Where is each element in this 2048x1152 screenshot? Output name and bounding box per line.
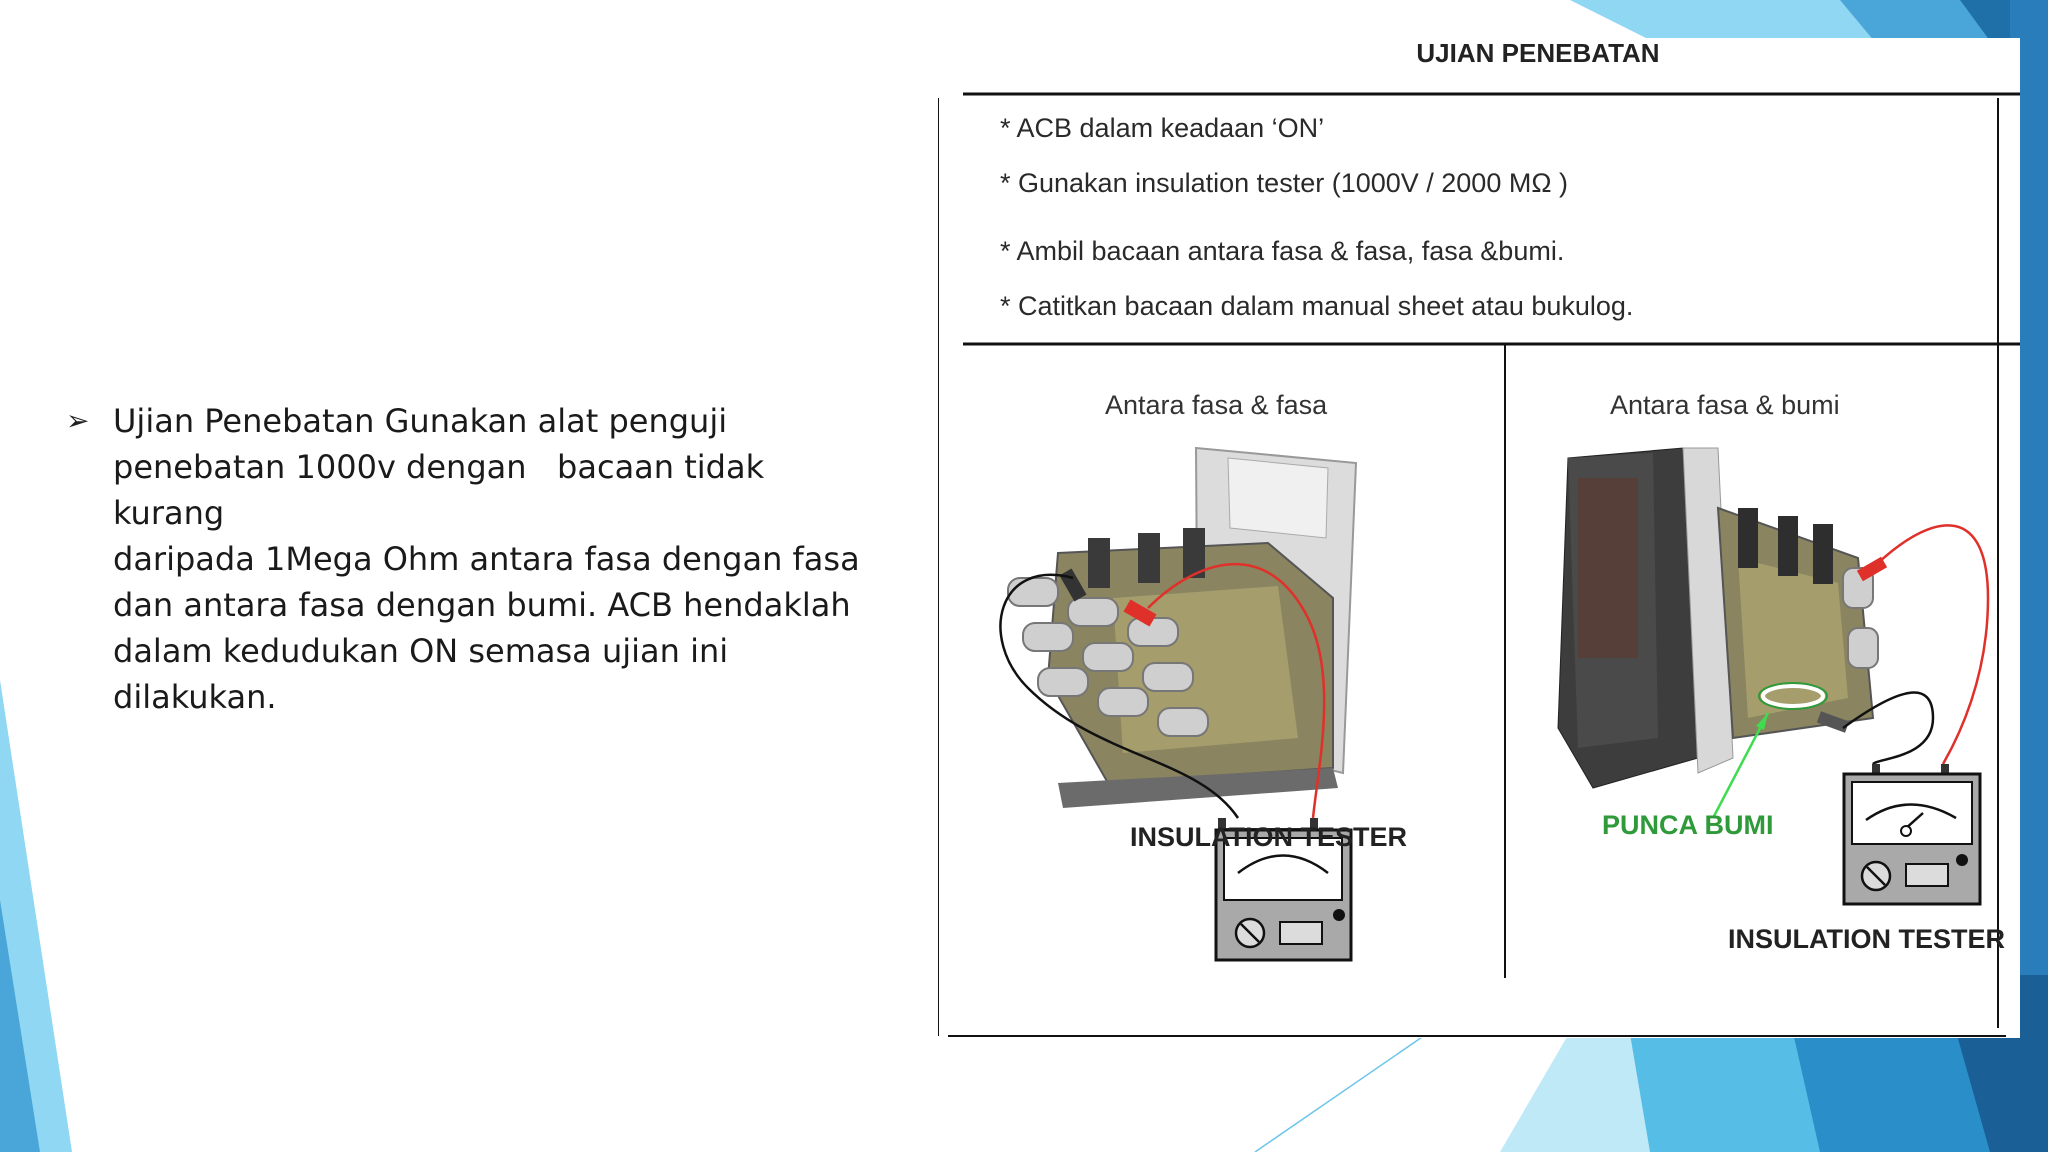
insulation-test-figure <box>938 38 2020 1038</box>
note-tester: * Gunakan insulation tester (1000V / 2000 MΩ ) <box>1000 168 1569 198</box>
note-record: * Catitkan bacaan dalam manual sheet atau bukulog. <box>1000 291 1634 321</box>
bullet-text: Ujian Penebatan Gunakan alat penguji penebatan 1000v dengan bacaan tidak kurang daripada 1Mega Ohm antara fasa dengan fasa dan antara fasa dengan bumi. ACB hendaklah dalam kedudukan ON semasa ujian ini dilakukan. <box>113 402 860 716</box>
tester-right-icon <box>1844 764 1980 904</box>
bullet-arrow-icon: ➢ <box>66 405 90 436</box>
bullet-item <box>66 398 866 720</box>
figure-title: UJIAN PENEBATAN <box>1416 38 1660 68</box>
note-acb-on: * ACB dalam keadaan ‘ON’ <box>1000 113 1325 143</box>
label-insulation-tester-left: INSULATION TESTER <box>1130 822 1408 852</box>
label-punca-bumi: PUNCA BUMI <box>1602 810 1774 840</box>
caption-fasa-fasa: Antara fasa & fasa <box>1105 390 1328 420</box>
label-insulation-tester-right: INSULATION TESTER <box>1728 924 2006 954</box>
caption-fasa-bumi: Antara fasa & bumi <box>1610 390 1840 420</box>
note-readings: * Ambil bacaan antara fasa & fasa, fasa &bumi. <box>1000 236 1565 266</box>
